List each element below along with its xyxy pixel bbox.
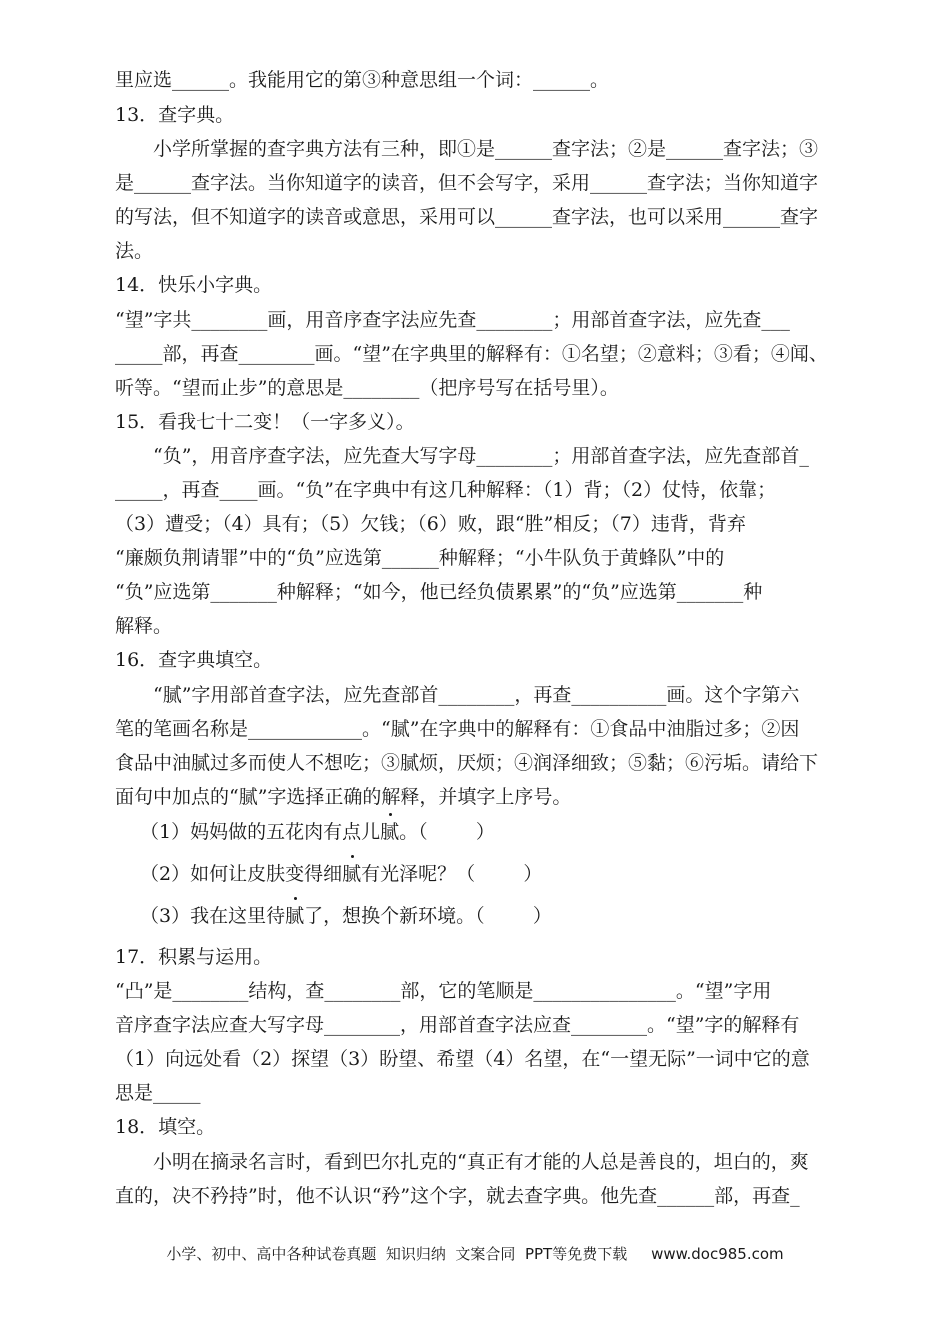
text-line: “负”，用音序查字法，应先查大写字母________；用部首查字法，应先查部首_	[153, 445, 809, 467]
text-line: 音序查字法应查大写字母________，用部首查字法应查________。“望”字的解释有	[115, 1014, 800, 1036]
text-line: 是______查字法。当你知道字的读音，但不会写字，采用______查字法；当你知道字	[115, 172, 819, 194]
text-line: _____部，再查________画。“望”在字典里的解释有：①名望；②意料；③看；④闻、	[115, 343, 828, 365]
emphasis-char: 腻	[285, 905, 305, 927]
text-line: 法。	[115, 240, 154, 262]
text-line: “腻”字用部首查字法，应先查部首________，再查__________画。这个字第六	[153, 684, 800, 706]
text-line: “负”应选第_______种解释；“如今，他已经负债累累”的“负”应选第_______种	[115, 581, 763, 603]
question-heading: 18．填空。	[115, 1116, 216, 1138]
sub-question: （1）妈妈做的五花肉有点儿腻。（ ）	[140, 821, 495, 843]
question-heading: 15．看我七十二变！（一字多义）。	[115, 411, 415, 433]
sub-question: （2）如何让皮肤变得细腻有光泽呢？（ ）	[140, 863, 543, 885]
text-line: 笔的笔画名称是____________。“腻”在字典中的解释有：①食品中油脂过多；②因	[115, 718, 800, 740]
emphasis-char: 腻	[342, 863, 362, 885]
text-line: 解释。	[115, 615, 173, 637]
page-footer: 小学、初中、高中各种试卷真题 知识归纳 文案合同 PPT等免费下载 www.doc985.com	[166, 1245, 784, 1263]
sub-question: （3）我在这里待腻了，想换个新环境。（ ）	[140, 905, 552, 927]
text-line: 里应选______。我能用它的第③种意思组一个词：______。	[115, 69, 610, 91]
text-line: 小学所掌握的查字典方法有三种，即①是______查字法；②是______查字法；③	[153, 138, 819, 160]
text-line: 听等。“望而止步”的意思是________（把序号写在括号里）。	[115, 377, 619, 399]
question-heading: 14．快乐小字典。	[115, 274, 273, 296]
text-line: “廉颇负荆请罪”中的“负”应选第______种解释；“小牛队负于黄蜂队”中的	[115, 547, 725, 569]
text-line: 直的，决不矜持”时，他不认识“矜”这个字，就去查字典。他先查______部，再查_	[115, 1185, 800, 1207]
text-line: 面句中加点的“腻”字选择正确的解释，并填字上序号。	[115, 786, 572, 808]
text-line: 的写法，但不知道字的读音或意思，采用可以______查字法，也可以采用______查字	[115, 206, 819, 228]
emphasis-char: 腻	[380, 821, 400, 843]
text-line: _____，再查____画。“负”在字典中有这几种解释：（1）背；（2）仗恃，依靠；	[115, 479, 777, 501]
text-line: （1）向远处看（2）探望（3）盼望、希望（4）名望，在“一望无际”一词中它的意	[115, 1048, 810, 1070]
text-line: 食品中油腻过多而使人不想吃；③腻烦，厌烦；④润泽细致；⑤黏；⑥污垢。请给下	[115, 752, 819, 774]
question-heading: 17．积累与运用。	[115, 946, 273, 968]
text-line: “凸”是________结构，查________部，它的笔顺是_______________。“望”字用	[115, 980, 772, 1002]
text-line: “望”字共________画，用音序查字法应先查________；用部首查字法，应先查___	[115, 309, 790, 331]
text-line: 思是_____	[115, 1082, 201, 1104]
question-heading: 13．查字典。	[115, 104, 235, 126]
text-line: 小明在摘录名言时，看到巴尔扎克的“真正有才能的人总是善良的，坦白的，爽	[153, 1151, 809, 1173]
question-heading: 16．查字典填空。	[115, 649, 273, 671]
text-line: （3）遭受；（4）具有；（5）欠钱；（6）败，跟“胜”相反；（7）违背，背弃	[115, 513, 746, 535]
